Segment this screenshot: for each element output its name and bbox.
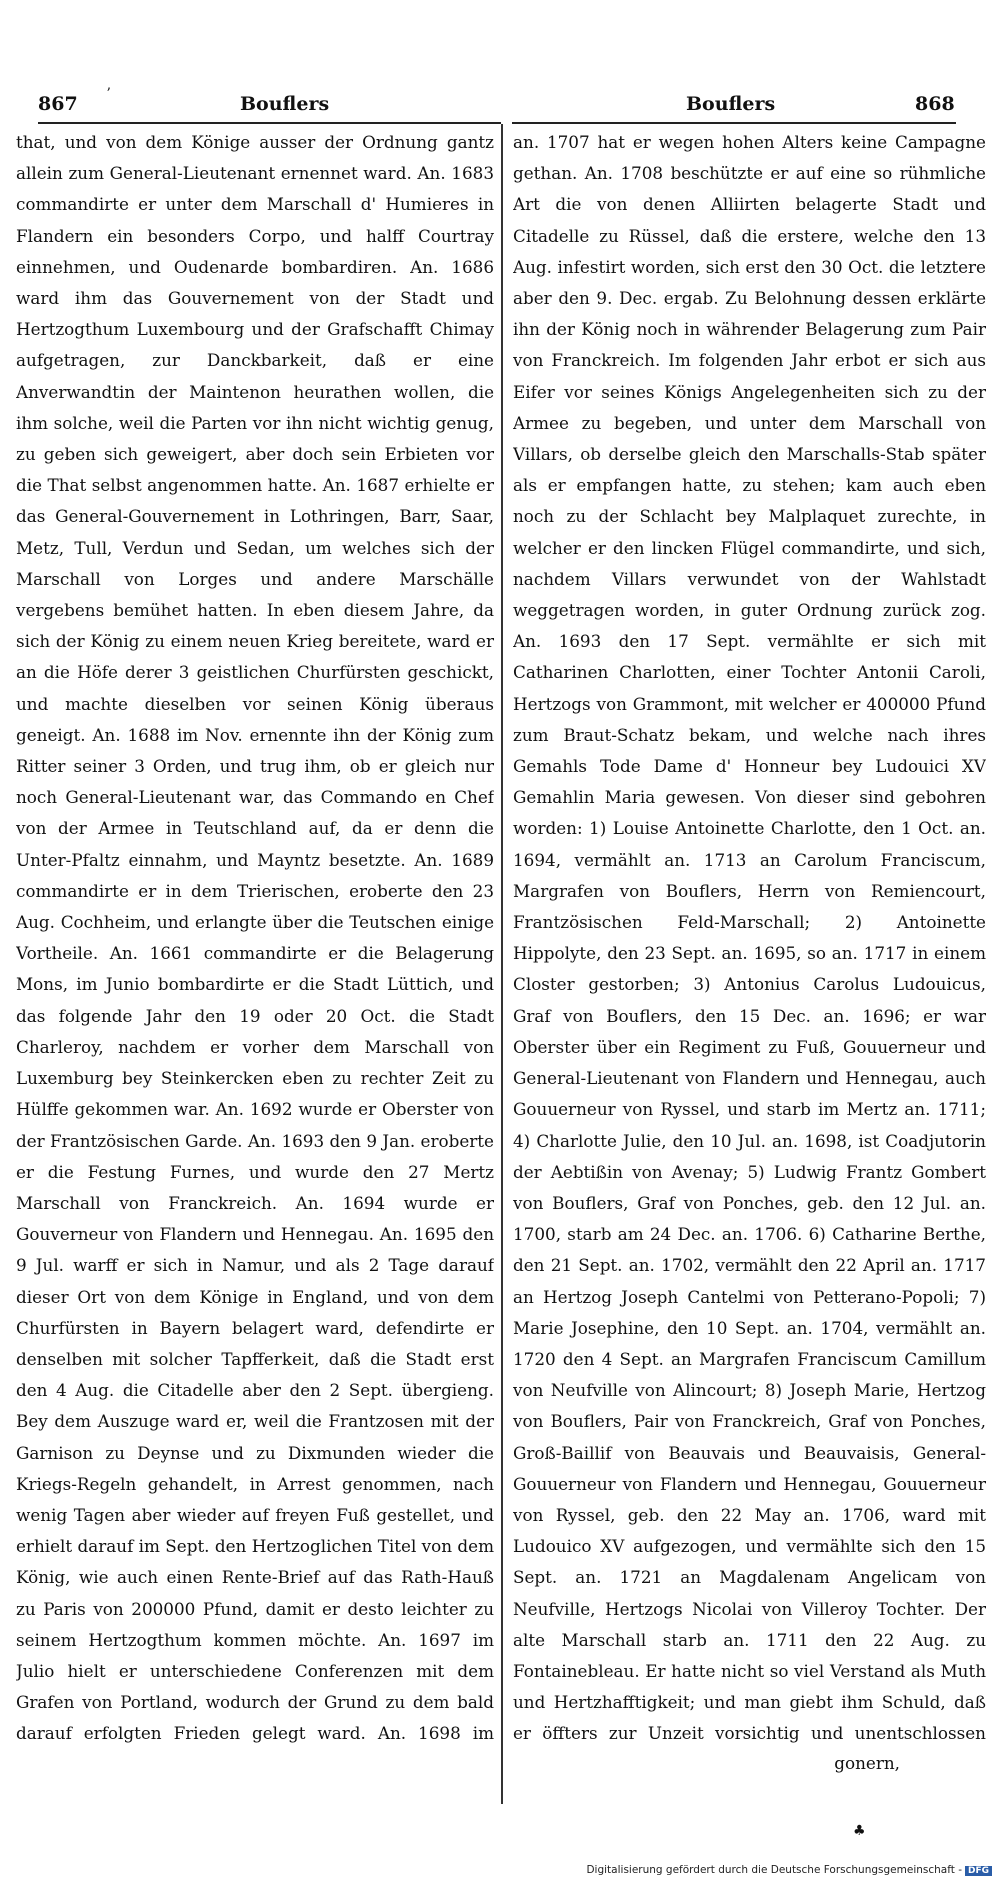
ink-mark: ♣: [853, 1823, 866, 1839]
left-column-text: that, und von dem Könige ausser der Ordnung gantz allein zum General-Lieutenant ernennet ward. An. 1683 commandirte er unter dem Marschall d' Humieres in Flandern ein besonders Corpo, und halff Courtray einnehmen, und Oudenarde bombardiren. An. 1686 ward ihm das Gouvernement von der Stadt und Hertzogthum Luxembourg und der Grafschafft Chimay aufgetragen, zur Danckbarkeit, daß er eine Anverwandtin der Maintenon heurathen wollen, die ihm solche, weil die Parten vor ihn nicht wichtig genug, zu geben sich geweigert, aber doch sein Erbieten vor die That selbst angenommen hatte. An. 1687 erhielte er das General-Gouvernement in Lothringen, Barr, Saar, Metz, Tull, Verdun und Sedan, um welches sich der Marschall von Lorges und andere Marschälle vergebens bemühet hatten. In eben diesem Jahre, da sich der König zu einem neuen Krieg bereitete, ward er an die Höfe derer 3 geistlichen Churfürsten geschickt, und machte dieselben vor seinen König überaus geneigt. An. 1688 im Nov. ernennte ihn der König zum Ritter seiner 3 Orden, und trug ihm, ob er gleich nur noch General-Lieutenant war, das Commando en Chef von der Armee in Teutschland auf, da er denn die Unter-Pfaltz einnahm, und Mayntz besetzte. An. 1689 commandirte er in dem Trierischen, eroberte den 23 Aug. Cochheim, und erlangte über die Teutschen einige Vortheile. An. 1661 commandirte er die Belagerung Mons, im Junio bombardirte er die Stadt Lüttich, und das folgende Jahr den 19 oder 20 Oct. die Stadt Charleroy, nachdem er vorher dem Marschall von Luxemburg bey Steinkercken eben zu rechter Zeit zu Hülffe gekommen war. An. 1692 wurde er Oberster von der Frantzösischen Garde. An. 1693 den 9 Jan. eroberte er die Festung Furnes, und wurde den 27 Mertz Marschall von Franckreich. An. 1694 wurde er Gouverneur von Flandern und Hennegau. An. 1695 den 9 Jul. warff er sich in Namur, und als 2 Tage darauf dieser Ort von dem Könige in England, und von dem Churfürsten in Bayern belagert ward, defendirte er denselben mit solcher Tapfferkeit, daß die Stadt erst den 4 Aug. die Citadelle aber den 2 Sept. übergieng. Bey dem Auszuge ward er, weil die Frantzosen mit der Garnison zu Deynse und zu Dixmunden wieder die Kriegs-Regeln gehandelt, in Arrest genommen, nach wenig Tagen aber wieder auf freyen Fuß gestellet, und erhielt darauf im Sept. den Hertzoglichen Titel von dem König, wie auch einen Rente-Brief auf das Rath-Hauß zu Paris von 200000 Pfund, damit er desto leichter zu seinem Hertzogthum kommen möchte. An. 1697 im Julio hielt er unterschiedene Conferenzen mit dem Grafen von Portland, wodurch der Grund zu dem bald darauf erfolgten Frieden gelegt ward. An. 1698 im: [16, 132, 494, 1744]
digitization-note: Digitalisierung gefördert durch die Deutsche Forschungsgemeinschaft -: [586, 1864, 962, 1876]
right-page-number: 868: [915, 93, 955, 115]
left-column: [16, 127, 494, 1754]
header-rule-right: [512, 122, 956, 124]
catchword: gonern,: [834, 1753, 900, 1773]
column-divider: [501, 124, 503, 1804]
right-column: [513, 127, 986, 1754]
header-rule-left: [38, 122, 501, 124]
left-running-title: Bouflers: [240, 93, 330, 115]
digitization-footer: [586, 1864, 992, 1876]
dfg-logo: DFG: [965, 1866, 992, 1876]
right-running-title: Bouflers: [686, 93, 776, 115]
ink-mark: ʼ: [106, 86, 111, 102]
right-column-text: an. 1707 hat er wegen hohen Alters keine Campagne gethan. An. 1708 beschützte er auf eine so rühmliche Art die von denen Alliirten belagerte Stadt und Citadelle zu Rüssel, daß die erstere, welche den 13 Aug. infestirt worden, sich erst den 30 Oct. die letztere aber den 9. Dec. ergab. Zu Belohnung dessen erklärte ihn der König noch in währender Belagerung zum Pair von Franckreich. Im folgenden Jahr erbot er sich aus Eifer vor seines Königs Angelegenheiten sich zu der Armee zu begeben, und unter dem Marschall von Villars, ob derselbe gleich den Marschalls-Stab später als er empfangen hatte, zu stehen; kam auch eben noch zu der Schlacht bey Malplaquet zurechte, in welcher er den lincken Flügel commandirte, und sich, nachdem Villars verwundet von der Wahlstadt weggetragen worden, in guter Ordnung zurück zog. An. 1693 den 17 Sept. vermählte er sich mit Catharinen Charlotten, einer Tochter Antonii Caroli, Hertzogs von Grammont, mit welcher er 400000 Pfund zum Braut-Schatz bekam, und welche nach ihres Gemahls Tode Dame d' Honneur bey Ludouici XV Gemahlin Maria gewesen. Von dieser sind gebohren worden: 1) Louise Antoinette Charlotte, den 1 Oct. an. 1694, vermählt an. 1713 an Carolum Franciscum, Margrafen von Bouflers, Herrn von Remiencourt, Frantzösischen Feld-Marschall; 2) Antoinette Hippolyte, den 23 Sept. an. 1695, so an. 1717 in einem Closter gestorben; 3) Antonius Carolus Ludouicus, Graf von Bouflers, den 15 Dec. an. 1696; er war Oberster über ein Regiment zu Fuß, Gouuerneur und General-Lieutenant von Flandern und Hennegau, auch Gouuerneur von Ryssel, und starb im Mertz an. 1711; 4) Charlotte Julie, den 10 Jul. an. 1698, ist Coadjutorin der Aebtißin von Avenay; 5) Ludwig Frantz Gombert von Bouflers, Graf von Ponches, geb. den 12 Jul. an. 1700, starb am 24 Dec. an. 1706. 6) Catharine Berthe, den 21 Sept. an. 1702, vermählt den 22 April an. 1717 an Hertzog Joseph Cantelmi von Petterano-Popoli; 7) Marie Josephine, den 10 Sept. an. 1704, vermählt an. 1720 den 4 Sept. an Margrafen Franciscum Camillum von Neufville von Alincourt; 8) Joseph Marie, Hertzog von Bouflers, Pair von Franckreich, Graf von Ponches, Groß-Baillif von Beauvais und Beauvaisis, General-Gouuerneur von Flandern und Hennegau, Gouuerneur von Ryssel, geb. den 22 May an. 1706, ward mit Ludouico XV aufgezogen, und vermählte sich den 15 Sept. an. 1721 an Magdalenam Angelicam von Neufville, Hertzogs Nicolai von Villeroy Tochter. Der alte Marschall starb an. 1711 den 22 Aug. zu Fontainebleau. Er hatte nicht so viel Verstand als Muth und Hertzhafftigkeit; und man giebt ihm Schuld, daß er öffters zur Unzeit vorsichtig und unentschlossen: [513, 132, 986, 1744]
left-page-number: 867: [38, 93, 78, 115]
